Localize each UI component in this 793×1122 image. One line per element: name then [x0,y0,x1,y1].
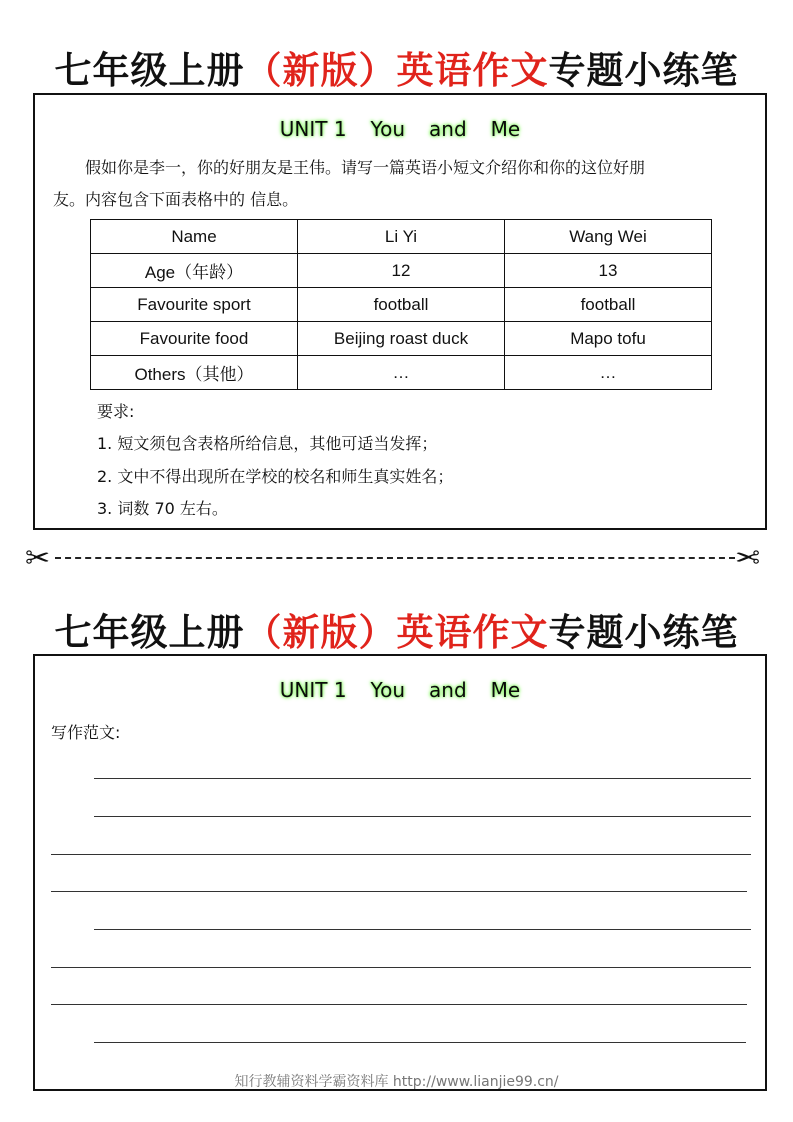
title-prefix: 七年级上册 [54,611,245,654]
table-row [91,220,712,254]
table-cell: Favourite food [91,322,298,356]
unit-word-and: and [429,678,467,702]
page-title-bottom [0,602,793,656]
writing-line [94,929,751,930]
requirement-1: 1. 短文须包含表格所给信息，其他可适当发挥； [97,434,438,453]
writing-line [51,891,747,892]
unit-word-you: You [370,678,406,702]
writing-line [94,816,751,817]
writing-line [94,1042,746,1043]
table-cell: … [298,356,505,390]
unit-word-you: You [370,117,406,141]
table-cell: Li Yi [298,220,505,254]
unit-code: UNIT 1 [279,678,347,702]
title-suffix: 专题小练笔 [548,49,739,92]
task-line-2: 友。内容包含下面表格中的 信息。 [53,190,299,209]
title-prefix: 七年级上册 [54,49,245,92]
unit-code: UNIT 1 [279,117,347,141]
table-cell: 12 [298,254,505,288]
unit-heading [35,117,765,141]
requirement-2: 2. 文中不得出现所在学校的校名和师生真实姓名； [97,467,454,486]
footer-watermark: 知行教辅资料学霸资料库 http://www.lianjie99.cn/ [234,1074,559,1090]
unit-heading [35,678,765,702]
scissors-icon-right: ✂ [735,541,761,576]
unit-word-me: Me [490,117,521,141]
table-row [91,322,712,356]
task-line-1: 假如你是李一，你的好朋友是王伟。请写一篇英语小短文介绍你和你的这位好朋 [85,158,646,177]
table-row [91,288,712,322]
table-cell: 13 [505,254,712,288]
writing-line [94,778,751,779]
writing-line [51,967,751,968]
unit-word-me: Me [490,678,521,702]
writing-line [51,1004,747,1005]
cut-line [55,557,735,559]
task-box [33,93,767,530]
writing-box [33,654,767,1091]
table-cell: football [505,288,712,322]
page-title-top [0,40,793,94]
info-table [90,219,712,390]
table-cell: Name [91,220,298,254]
writing-label: 写作范文: [51,723,121,742]
table-cell: Beijing roast duck [298,322,505,356]
table-cell: Others（其他） [91,356,298,390]
table-cell: Wang Wei [505,220,712,254]
table-cell: … [505,356,712,390]
table-row [91,254,712,288]
title-highlight: （新版）英语作文 [244,611,549,654]
requirements-heading: 要求: [97,402,135,421]
table-cell: Mapo tofu [505,322,712,356]
table-cell: Favourite sport [91,288,298,322]
requirement-3: 3. 词数 70 左右。 [97,499,228,518]
table-row [91,356,712,390]
scissors-icon-left: ✂ [25,541,51,576]
unit-word-and: and [429,117,467,141]
table-cell: Age（年龄） [91,254,298,288]
table-cell: football [298,288,505,322]
title-suffix: 专题小练笔 [548,611,739,654]
title-highlight: （新版）英语作文 [244,49,549,92]
writing-line [51,854,751,855]
